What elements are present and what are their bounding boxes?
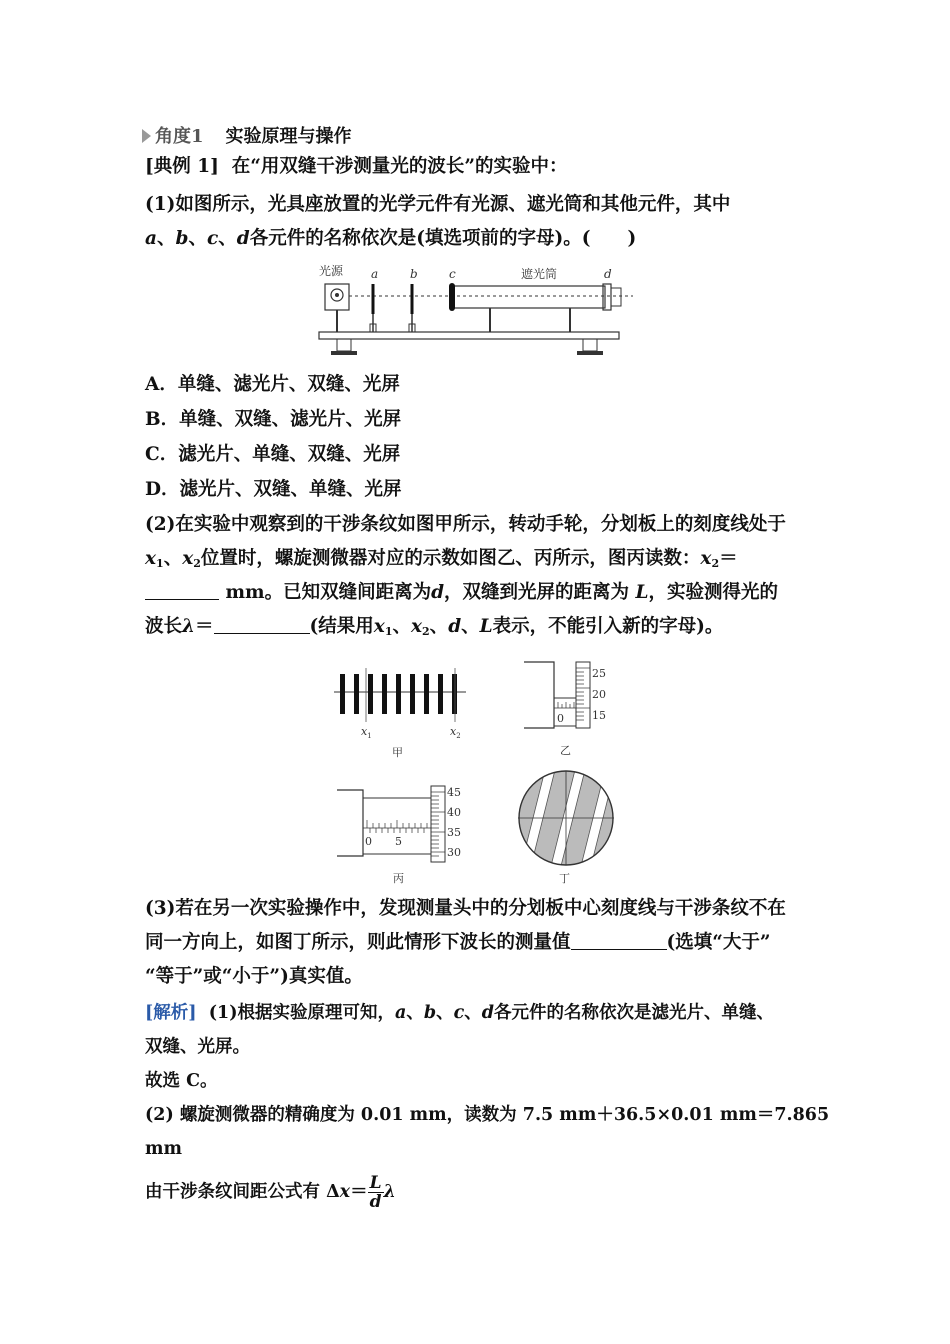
q2-line3: mm。已知双缝间距离为d，双缝到光屏的距离为 L，实验测得光的: [145, 580, 778, 606]
label-b: b: [410, 267, 418, 281]
figure-jia-fringes: [330, 668, 470, 760]
q1-rest: 各元件的名称依次是(填选项前的字母)。( ): [249, 228, 637, 249]
q2-line4: 波长λ＝ (结果用$x_1$、$x_2$、d、L表示，不能引入新的字母)。: [145, 616, 724, 638]
q2-line1: (2)在实验中观察到的干涉条纹如图甲所示，转动手轮，分划板上的刻度线处于: [145, 514, 786, 535]
svg-text:x2: $x_2$: [450, 725, 461, 740]
example-text: 在“用双缝干涉测量光的波长”的实验中：: [231, 156, 568, 177]
label-a: a: [371, 267, 379, 281]
element-d: [603, 284, 611, 310]
analysis-line6: 由干涉条纹间距公式有 Δx＝ $\frac{L}{d}$ λ: [145, 1173, 396, 1212]
q1-line2: [145, 226, 636, 252]
analysis-line2: 双缝、光屏。: [145, 1037, 250, 1057]
q2-line2: $x_1$、$x_2$位置时，螺旋测微器对应的示数如图乙、丙所示，图丙读数：$x_2=$: [145, 548, 738, 570]
triangle-icon: [142, 129, 151, 143]
svg-text:40: 40: [447, 806, 461, 819]
example-tag: [典例 1]: [145, 156, 219, 177]
section-label: 角度1: [155, 126, 204, 147]
figure-yi-micrometer: [520, 660, 640, 760]
svg-text:30: 30: [447, 846, 461, 859]
svg-text:45: 45: [447, 786, 461, 799]
q1-line1: (1)如图所示，光具座放置的光学元件有光源、遮光筒和其他元件，其中: [145, 194, 731, 215]
var-c: c: [206, 228, 219, 249]
example-line: [145, 154, 568, 180]
q3-line1: (3)若在另一次实验操作中，发现测量头中的分划板中心刻度线与干涉条纹不在: [145, 898, 786, 919]
sep: 、: [218, 228, 237, 249]
caption-yi: 乙: [560, 744, 571, 757]
answer-blank-compare[interactable]: [571, 931, 667, 950]
caption-jia: 甲: [392, 746, 403, 759]
svg-text:0: 0: [365, 835, 372, 848]
option-a: A．单缝、滤光片、双缝、光屏: [145, 374, 400, 395]
caption-ding: 丁: [559, 872, 570, 885]
analysis-line5: mm: [145, 1139, 183, 1159]
label-tube: 遮光筒: [521, 267, 558, 281]
caption-bing: 丙: [393, 872, 404, 885]
svg-text:35: 35: [447, 826, 461, 839]
q3-line3: “等于”或“小于”)真实值。: [145, 966, 363, 987]
analysis-line4: (2) 螺旋测微器的精确度为 0.01 mm，读数为 7.5 mm＋36.5×0.01 mm＝7.865: [145, 1105, 830, 1125]
analysis-line3: 故选 C。: [145, 1071, 218, 1091]
answer-blank-wavelength[interactable]: [214, 615, 310, 634]
fraction-L-over-d: $\frac{L}{d}$: [369, 1173, 382, 1212]
q3-line2: 同一方向上，如图丁所示，则此情形下波长的测量值 (选填“大于”: [145, 932, 771, 953]
option-b: B．单缝、双缝、滤光片、光屏: [145, 409, 402, 430]
label-light-source: 光源: [319, 264, 344, 278]
svg-text:20: 20: [592, 688, 606, 701]
analysis-tag: [解析]: [145, 1003, 197, 1023]
light-tube: [453, 286, 605, 308]
var-a: a: [145, 228, 157, 249]
option-c: C．滤光片、单缝、双缝、光屏: [145, 444, 401, 465]
figure-bing-micrometer: [333, 782, 483, 886]
label-d: d: [604, 267, 612, 281]
label-c: c: [449, 267, 456, 281]
section-title: 实验原理与操作: [225, 126, 352, 147]
answer-blank-reading[interactable]: [145, 581, 219, 600]
bench-rail: [319, 332, 619, 339]
optical-bench-figure: [315, 262, 645, 368]
section-heading: [142, 122, 352, 148]
var-d: d: [236, 228, 250, 249]
var-b: b: [175, 228, 189, 249]
svg-text:25: 25: [592, 667, 606, 680]
figure-ding-fringes: [514, 768, 624, 886]
svg-text:0: 0: [557, 712, 564, 725]
analysis-line1: [解析] (1)根据实验原理可知，a、b、c、d各元件的名称依次是滤光片、单缝、: [145, 1003, 774, 1023]
option-d: D．滤光片、双缝、单缝、光屏: [145, 479, 402, 500]
element-c: [449, 283, 455, 311]
sep: 、: [188, 228, 207, 249]
sep: 、: [157, 228, 176, 249]
svg-text:x1: $x_1$: [361, 725, 372, 740]
svg-text:15: 15: [592, 709, 606, 722]
svg-text:5: 5: [395, 835, 402, 848]
